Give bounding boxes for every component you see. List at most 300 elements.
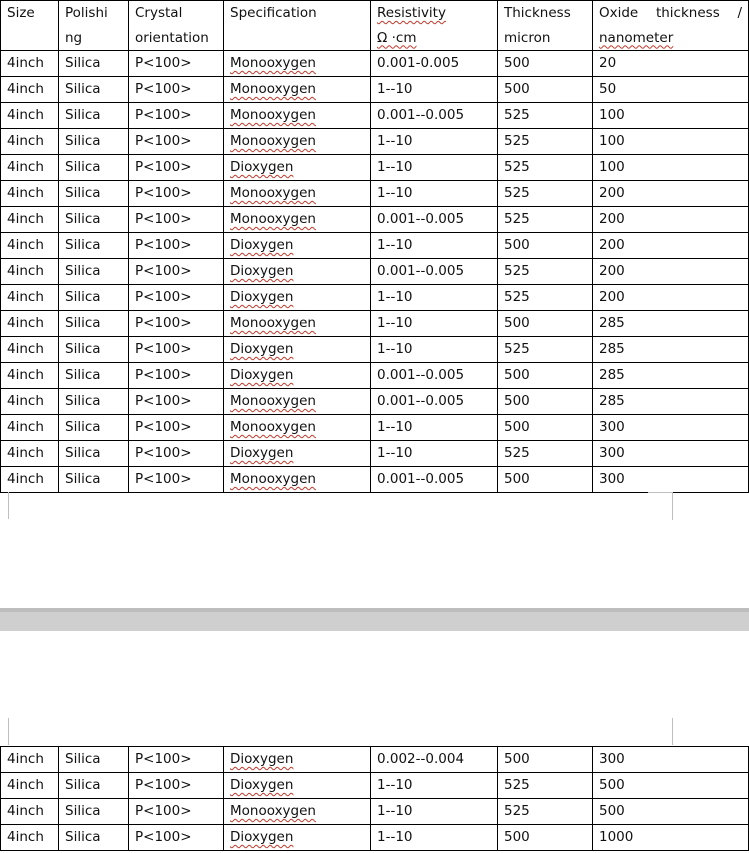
cell-text: 525: [504, 211, 530, 227]
cell-text: 0.001--0.005: [377, 263, 465, 279]
cell-size: [1, 337, 59, 363]
cell-oxide-thickness: [593, 233, 749, 259]
header-line: Resistivity: [377, 5, 446, 21]
cell-text: Dioxygen: [230, 829, 294, 845]
cell-text: Dioxygen: [230, 445, 294, 461]
cell-text: 4inch: [7, 393, 44, 409]
cell-crystal-orientation: [129, 799, 224, 825]
cell-resistivity: [371, 337, 498, 363]
cell-resistivity: [371, 181, 498, 207]
cell-resistivity: [371, 285, 498, 311]
cell-specification: [224, 207, 371, 233]
cell-text: Monooxygen: [230, 211, 316, 227]
cell-crystal-orientation: [129, 337, 224, 363]
cell-text: 4inch: [7, 777, 44, 793]
table-row: [1, 441, 749, 467]
header-polishing: [59, 1, 129, 51]
cell-text: 1--10: [377, 237, 413, 253]
cell-size: [1, 311, 59, 337]
cell-text: 4inch: [7, 367, 44, 383]
cell-text: P<100>: [135, 471, 192, 487]
header-line: Specification: [230, 5, 317, 21]
cell-text: P<100>: [135, 81, 192, 97]
cell-oxide-thickness: [593, 51, 749, 77]
cell-text: 200: [599, 237, 625, 253]
cell-specification: [224, 773, 371, 799]
cell-size: [1, 181, 59, 207]
cell-text: 0.001--0.005: [377, 471, 465, 487]
header-line: Polishi: [65, 5, 108, 21]
cell-oxide-thickness: [593, 207, 749, 233]
cell-text: 525: [504, 341, 530, 357]
cell-text: 1--10: [377, 81, 413, 97]
cell-resistivity: [371, 467, 498, 493]
cell-text: 1000: [599, 829, 634, 845]
cell-text: P<100>: [135, 107, 192, 123]
cell-text: 525: [504, 803, 530, 819]
cell-crystal-orientation: [129, 103, 224, 129]
table-row: [1, 773, 749, 799]
cell-specification: [224, 311, 371, 337]
cell-size: [1, 51, 59, 77]
table-row: [1, 337, 749, 363]
cell-text: 1--10: [377, 133, 413, 149]
cell-polishing: [59, 207, 129, 233]
cell-thickness: [498, 441, 593, 467]
cell-text: Silica: [65, 263, 101, 279]
cell-text: 4inch: [7, 341, 44, 357]
cell-text: 525: [504, 107, 530, 123]
cell-thickness: [498, 799, 593, 825]
cell-specification: [224, 233, 371, 259]
cell-specification: [224, 389, 371, 415]
cell-text: 4inch: [7, 107, 44, 123]
cell-text: Silica: [65, 751, 101, 767]
cell-size: [1, 129, 59, 155]
table-row: [1, 207, 749, 233]
cell-text: P<100>: [135, 159, 192, 175]
cell-polishing: [59, 51, 129, 77]
cell-text: Monooxygen: [230, 185, 316, 201]
cell-text: 100: [599, 159, 625, 175]
cell-text: P<100>: [135, 777, 192, 793]
cell-crystal-orientation: [129, 311, 224, 337]
cell-text: 4inch: [7, 81, 44, 97]
cell-text: Silica: [65, 419, 101, 435]
cell-crystal-orientation: [129, 773, 224, 799]
cell-text: 285: [599, 367, 625, 383]
cell-size: [1, 285, 59, 311]
cell-text: 50: [599, 81, 617, 97]
cell-text: 525: [504, 263, 530, 279]
cell-text: Dioxygen: [230, 237, 294, 253]
cell-polishing: [59, 825, 129, 851]
cell-thickness: [498, 825, 593, 851]
cell-resistivity: [371, 259, 498, 285]
cell-polishing: [59, 363, 129, 389]
cell-polishing: [59, 799, 129, 825]
cell-specification: [224, 77, 371, 103]
cell-specification: [224, 155, 371, 181]
cell-oxide-thickness: [593, 389, 749, 415]
cell-polishing: [59, 311, 129, 337]
header-word: Oxide: [599, 5, 639, 21]
cell-text: 1--10: [377, 341, 413, 357]
cell-specification: [224, 181, 371, 207]
cell-text: 4inch: [7, 471, 44, 487]
header-line: micron: [504, 29, 551, 46]
cell-oxide-thickness: [593, 181, 749, 207]
cell-oxide-thickness: [593, 799, 749, 825]
table-row: [1, 129, 749, 155]
cell-resistivity: [371, 51, 498, 77]
cell-text: 300: [599, 751, 625, 767]
cell-text: 525: [504, 777, 530, 793]
cell-text: P<100>: [135, 263, 192, 279]
cell-text: 4inch: [7, 803, 44, 819]
table-row: [1, 51, 749, 77]
cell-specification: [224, 747, 371, 773]
cell-text: 1--10: [377, 777, 413, 793]
cell-text: 1--10: [377, 445, 413, 461]
cell-crystal-orientation: [129, 207, 224, 233]
cell-text: 100: [599, 107, 625, 123]
header-line: Thickness: [504, 5, 571, 21]
cell-text: P<100>: [135, 133, 192, 149]
cell-size: [1, 773, 59, 799]
cell-text: P<100>: [135, 315, 192, 331]
cell-size: [1, 77, 59, 103]
cell-specification: [224, 103, 371, 129]
cell-crystal-orientation: [129, 441, 224, 467]
cell-text: 1--10: [377, 315, 413, 331]
cell-crystal-orientation: [129, 389, 224, 415]
cell-crystal-orientation: [129, 233, 224, 259]
header-row: [1, 1, 749, 51]
cell-resistivity: [371, 415, 498, 441]
cell-text: 0.001--0.005: [377, 367, 465, 383]
cell-specification: [224, 259, 371, 285]
cell-text: 525: [504, 289, 530, 305]
cell-text: Monooxygen: [230, 315, 316, 331]
cell-text: P<100>: [135, 185, 192, 201]
header-word: thickness: [655, 5, 720, 21]
cell-text: Silica: [65, 393, 101, 409]
cell-text: Silica: [65, 159, 101, 175]
cell-resistivity: [371, 363, 498, 389]
cell-text: Monooxygen: [230, 107, 316, 123]
cell-polishing: [59, 747, 129, 773]
table-row: [1, 77, 749, 103]
cell-specification: [224, 825, 371, 851]
cell-text: Silica: [65, 211, 101, 227]
cell-text: 525: [504, 159, 530, 175]
cell-text: 4inch: [7, 211, 44, 227]
cell-oxide-thickness: [593, 155, 749, 181]
header-line: [599, 1, 742, 26]
header-thickness: [498, 1, 593, 51]
cell-text: 200: [599, 263, 625, 279]
page-corner-mark: [8, 718, 33, 745]
cell-text: Dioxygen: [230, 777, 294, 793]
header-resistivity: [371, 1, 498, 51]
cell-text: 0.001--0.005: [377, 107, 465, 123]
cell-oxide-thickness: [593, 467, 749, 493]
cell-resistivity: [371, 441, 498, 467]
table-row: [1, 259, 749, 285]
table-row: [1, 363, 749, 389]
cell-text: Monooxygen: [230, 393, 316, 409]
cell-text: Silica: [65, 289, 101, 305]
cell-text: 4inch: [7, 133, 44, 149]
cell-specification: [224, 799, 371, 825]
cell-text: Silica: [65, 107, 101, 123]
header-line: Size: [7, 5, 35, 21]
cell-size: [1, 207, 59, 233]
cell-oxide-thickness: [593, 285, 749, 311]
cell-text: 285: [599, 315, 625, 331]
cell-thickness: [498, 285, 593, 311]
table-row: [1, 155, 749, 181]
cell-text: P<100>: [135, 289, 192, 305]
cell-text: P<100>: [135, 803, 192, 819]
cell-oxide-thickness: [593, 337, 749, 363]
cell-text: 500: [504, 81, 530, 97]
cell-text: 300: [599, 445, 625, 461]
cell-resistivity: [371, 77, 498, 103]
cell-oxide-thickness: [593, 773, 749, 799]
cell-specification: [224, 363, 371, 389]
cell-polishing: [59, 181, 129, 207]
cell-text: P<100>: [135, 211, 192, 227]
cell-text: Monooxygen: [230, 419, 316, 435]
page-corner-mark: [8, 492, 33, 519]
page-corner-mark: [648, 718, 673, 745]
cell-text: 200: [599, 289, 625, 305]
cell-size: [1, 747, 59, 773]
cell-text: 500: [504, 237, 530, 253]
cell-text: 0.001--0.005: [377, 393, 465, 409]
cell-text: Monooxygen: [230, 471, 316, 487]
header-crystal-orientation: [129, 1, 224, 51]
table-row: [1, 181, 749, 207]
table-row: [1, 233, 749, 259]
cell-text: Silica: [65, 777, 101, 793]
cell-text: 4inch: [7, 315, 44, 331]
cell-text: Silica: [65, 55, 101, 71]
cell-resistivity: [371, 129, 498, 155]
cell-size: [1, 103, 59, 129]
cell-polishing: [59, 129, 129, 155]
cell-thickness: [498, 773, 593, 799]
cell-resistivity: [371, 103, 498, 129]
cell-specification: [224, 51, 371, 77]
cell-text: 4inch: [7, 263, 44, 279]
cell-specification: [224, 285, 371, 311]
cell-specification: [224, 467, 371, 493]
cell-text: 0.001-0.005: [377, 55, 460, 71]
cell-text: 1--10: [377, 159, 413, 175]
cell-oxide-thickness: [593, 259, 749, 285]
cell-text: P<100>: [135, 237, 192, 253]
cell-text: 4inch: [7, 419, 44, 435]
cell-text: 200: [599, 185, 625, 201]
cell-size: [1, 441, 59, 467]
cell-crystal-orientation: [129, 155, 224, 181]
cell-text: Monooxygen: [230, 803, 316, 819]
cell-crystal-orientation: [129, 747, 224, 773]
cell-text: 1--10: [377, 185, 413, 201]
cell-oxide-thickness: [593, 825, 749, 851]
cell-crystal-orientation: [129, 129, 224, 155]
table-row: [1, 389, 749, 415]
cell-size: [1, 825, 59, 851]
cell-text: 500: [599, 777, 625, 793]
cell-text: Silica: [65, 471, 101, 487]
cell-oxide-thickness: [593, 441, 749, 467]
header-oxide-thickness: [593, 1, 749, 51]
cell-thickness: [498, 337, 593, 363]
cell-text: 500: [504, 367, 530, 383]
cell-thickness: [498, 233, 593, 259]
table-row: [1, 747, 749, 773]
cell-text: 500: [504, 829, 530, 845]
cell-text: Silica: [65, 81, 101, 97]
cell-oxide-thickness: [593, 129, 749, 155]
cell-thickness: [498, 129, 593, 155]
cell-resistivity: [371, 155, 498, 181]
cell-thickness: [498, 389, 593, 415]
cell-text: Dioxygen: [230, 751, 294, 767]
cell-resistivity: [371, 389, 498, 415]
cell-polishing: [59, 77, 129, 103]
cell-text: 100: [599, 133, 625, 149]
cell-text: Silica: [65, 185, 101, 201]
cell-thickness: [498, 155, 593, 181]
cell-polishing: [59, 233, 129, 259]
cell-polishing: [59, 259, 129, 285]
cell-text: 4inch: [7, 55, 44, 71]
cell-text: Monooxygen: [230, 133, 316, 149]
cell-thickness: [498, 103, 593, 129]
cell-text: 525: [504, 445, 530, 461]
cell-thickness: [498, 467, 593, 493]
cell-text: 4inch: [7, 289, 44, 305]
cell-thickness: [498, 311, 593, 337]
cell-specification: [224, 129, 371, 155]
cell-crystal-orientation: [129, 51, 224, 77]
cell-size: [1, 233, 59, 259]
cell-thickness: [498, 747, 593, 773]
cell-resistivity: [371, 311, 498, 337]
cell-text: P<100>: [135, 751, 192, 767]
cell-polishing: [59, 285, 129, 311]
cell-text: Silica: [65, 315, 101, 331]
cell-polishing: [59, 155, 129, 181]
cell-text: 4inch: [7, 185, 44, 201]
cell-text: 500: [504, 393, 530, 409]
cell-polishing: [59, 773, 129, 799]
cell-text: Silica: [65, 367, 101, 383]
cell-text: 4inch: [7, 751, 44, 767]
cell-text: Dioxygen: [230, 159, 294, 175]
cell-text: 500: [599, 803, 625, 819]
cell-thickness: [498, 77, 593, 103]
cell-size: [1, 259, 59, 285]
cell-text: 200: [599, 211, 625, 227]
cell-text: 4inch: [7, 445, 44, 461]
cell-text: Dioxygen: [230, 341, 294, 357]
cell-crystal-orientation: [129, 285, 224, 311]
cell-crystal-orientation: [129, 77, 224, 103]
cell-size: [1, 155, 59, 181]
cell-text: Silica: [65, 829, 101, 845]
table-row: [1, 467, 749, 493]
cell-resistivity: [371, 825, 498, 851]
cell-text: P<100>: [135, 829, 192, 845]
cell-text: Dioxygen: [230, 367, 294, 383]
wafer-spec-table-continued: [0, 746, 749, 851]
cell-crystal-orientation: [129, 259, 224, 285]
cell-polishing: [59, 337, 129, 363]
cell-crystal-orientation: [129, 181, 224, 207]
cell-text: 1--10: [377, 289, 413, 305]
cell-text: P<100>: [135, 419, 192, 435]
cell-text: 4inch: [7, 237, 44, 253]
cell-text: 500: [504, 751, 530, 767]
header-size: [1, 1, 59, 51]
cell-polishing: [59, 389, 129, 415]
cell-text: Silica: [65, 341, 101, 357]
cell-polishing: [59, 467, 129, 493]
cell-oxide-thickness: [593, 103, 749, 129]
cell-resistivity: [371, 233, 498, 259]
cell-text: 500: [504, 55, 530, 71]
cell-oxide-thickness: [593, 311, 749, 337]
cell-polishing: [59, 441, 129, 467]
cell-text: 300: [599, 471, 625, 487]
cell-text: Dioxygen: [230, 289, 294, 305]
cell-crystal-orientation: [129, 825, 224, 851]
cell-polishing: [59, 103, 129, 129]
table-row: [1, 103, 749, 129]
cell-specification: [224, 441, 371, 467]
cell-text: Monooxygen: [230, 81, 316, 97]
cell-oxide-thickness: [593, 363, 749, 389]
cell-size: [1, 363, 59, 389]
cell-text: P<100>: [135, 393, 192, 409]
cell-size: [1, 799, 59, 825]
cell-text: 500: [504, 315, 530, 331]
table-row: [1, 311, 749, 337]
cell-text: P<100>: [135, 445, 192, 461]
cell-text: 0.002--0.004: [377, 751, 465, 767]
header-word: /: [737, 5, 742, 21]
cell-text: Dioxygen: [230, 263, 294, 279]
header-line: orientation: [135, 29, 209, 46]
cell-specification: [224, 337, 371, 363]
table-row: [1, 285, 749, 311]
cell-text: 500: [504, 419, 530, 435]
cell-resistivity: [371, 207, 498, 233]
cell-text: Silica: [65, 445, 101, 461]
cell-resistivity: [371, 773, 498, 799]
cell-text: P<100>: [135, 341, 192, 357]
cell-resistivity: [371, 799, 498, 825]
cell-text: 1--10: [377, 803, 413, 819]
page-corner-mark: [648, 492, 673, 520]
cell-text: Silica: [65, 133, 101, 149]
